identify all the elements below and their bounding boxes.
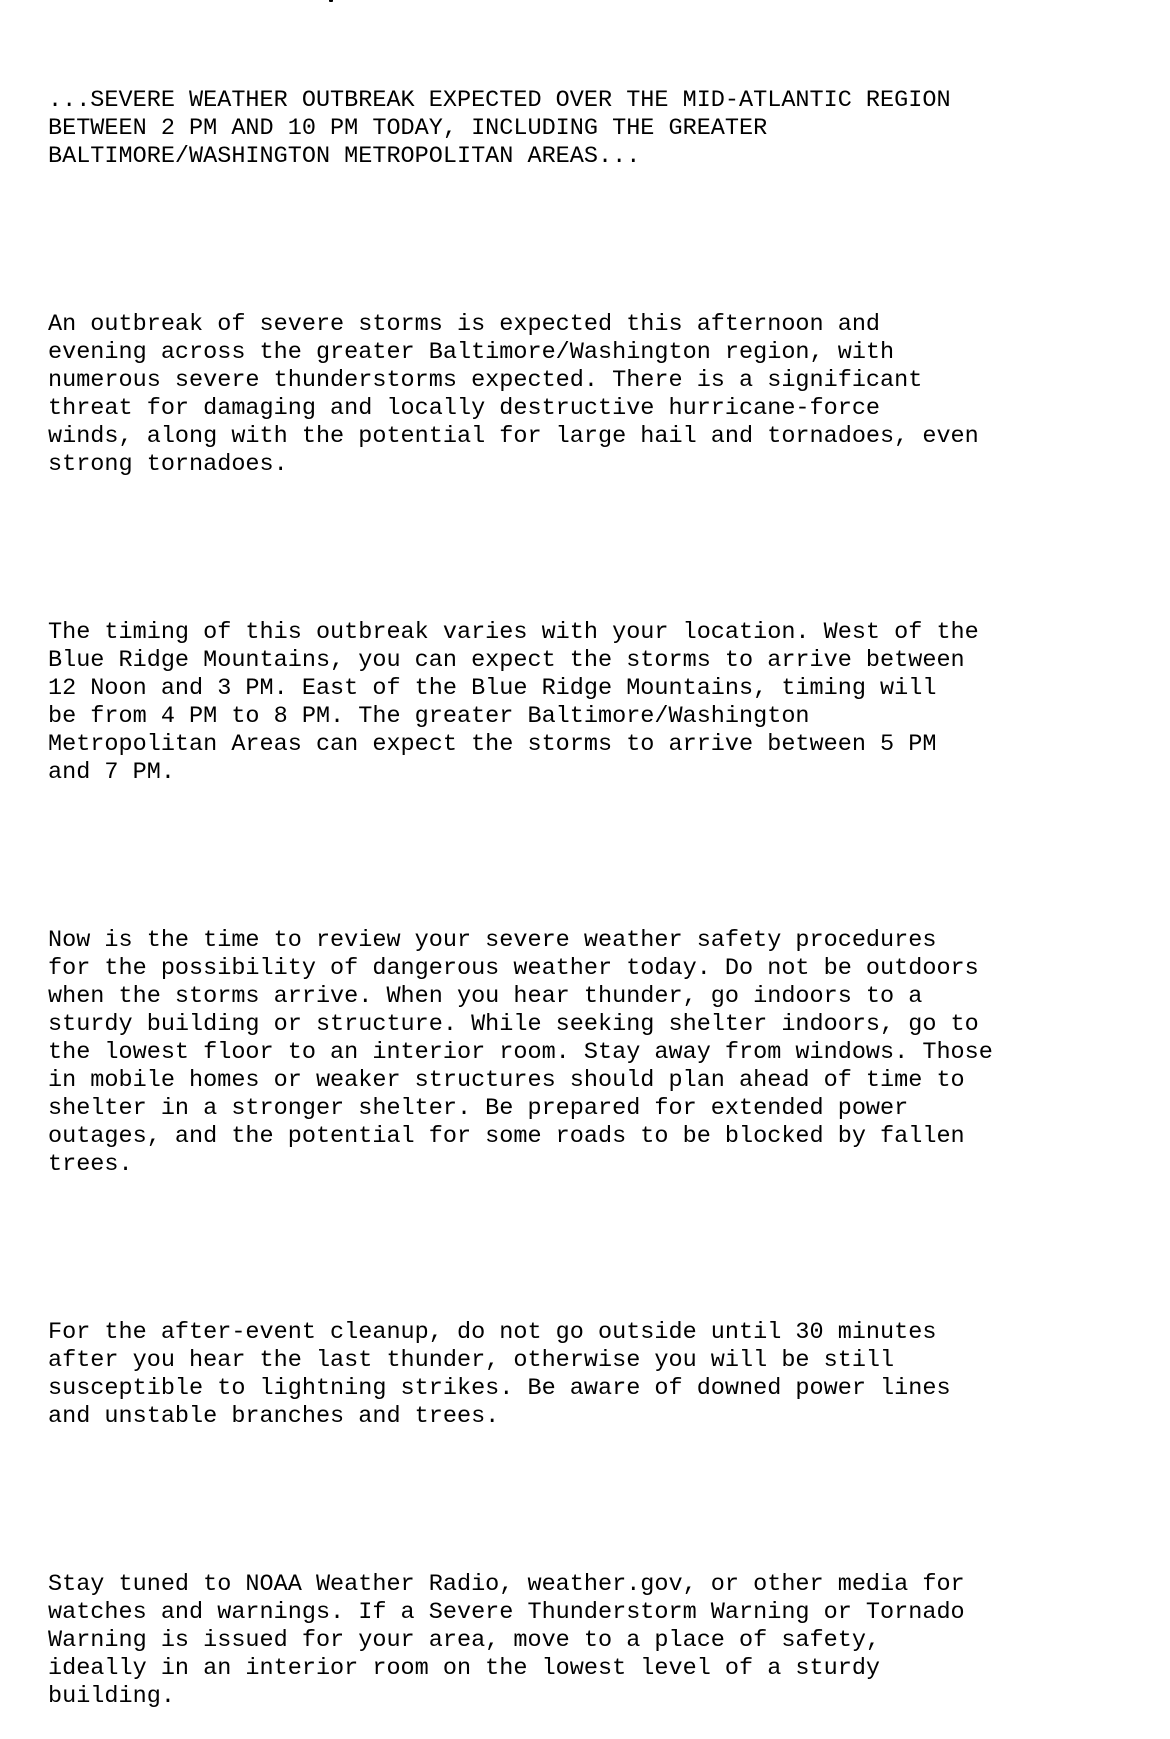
clipped-text-fragment [324,0,338,4]
paragraph-cleanup: For the after-event cleanup, do not go outside until 30 minutes after you hear the last thunder, otherwise you will be still susceptible to lightning strikes. Be aware of downed power lines and unstable branches and trees. [48,1319,951,1430]
paragraph-gap [48,843,1148,871]
paragraph-gap [48,535,1148,563]
paragraph-stay-tuned: Stay tuned to NOAA Weather Radio, weather.gov, or other media for watches and warnings. If a Severe Thunderstorm Warning or Tornado Warning is issued for your area, move to a place of safety, ideally in an interior room on the lowest level of a sturdy building. [48,1571,965,1710]
paragraph-timing: The timing of this outbreak varies with your location. West of the Blue Ridge Mountains, you can expect the storms to arrive between 12 Noon and 3 PM. East of the Blue Ridge Mountains, timing will be from 4 PM to 8 PM. The greater Baltimore/Washington Metropolitan Areas can expect the storms to arrive between 5 PM and 7 PM. [48,619,979,786]
paragraph-gap [48,227,1148,255]
paragraph-gap [48,1487,1148,1515]
weather-statement-document [48,31,1148,1739]
paragraph-safety-procedures: Now is the time to review your severe weather safety procedures for the possibility of dangerous weather today. Do not be outdoors when the storms arrive. When you hear thunder, go indoors to a sturdy building or structure. While seeking shelter indoors, go to the lowest floor to an interior room. Stay away from windows. Those in mobile homes or weaker structures should plan ahead of time to shelter in a stronger shelter. Be prepared for extended power outages, and the potential for some roads to be blocked by fallen trees. [48,927,993,1178]
paragraph-gap [48,1235,1148,1263]
paragraph-outbreak-overview: An outbreak of severe storms is expected this afternoon and evening across the greater Baltimore/Washington region, with numerous severe thunderstorms expected. There is a significant threat for damaging and locally destructive hurricane-force winds, along with the potential for large hail and tornadoes, even strong tornadoes. [48,311,979,478]
headline: ...SEVERE WEATHER OUTBREAK EXPECTED OVER THE MID-ATLANTIC REGION BETWEEN 2 PM AND 10 PM TODAY, INCLUDING THE GREATER BALTIMORE/WASHINGTON METROPOLITAN AREAS... [48,87,951,170]
